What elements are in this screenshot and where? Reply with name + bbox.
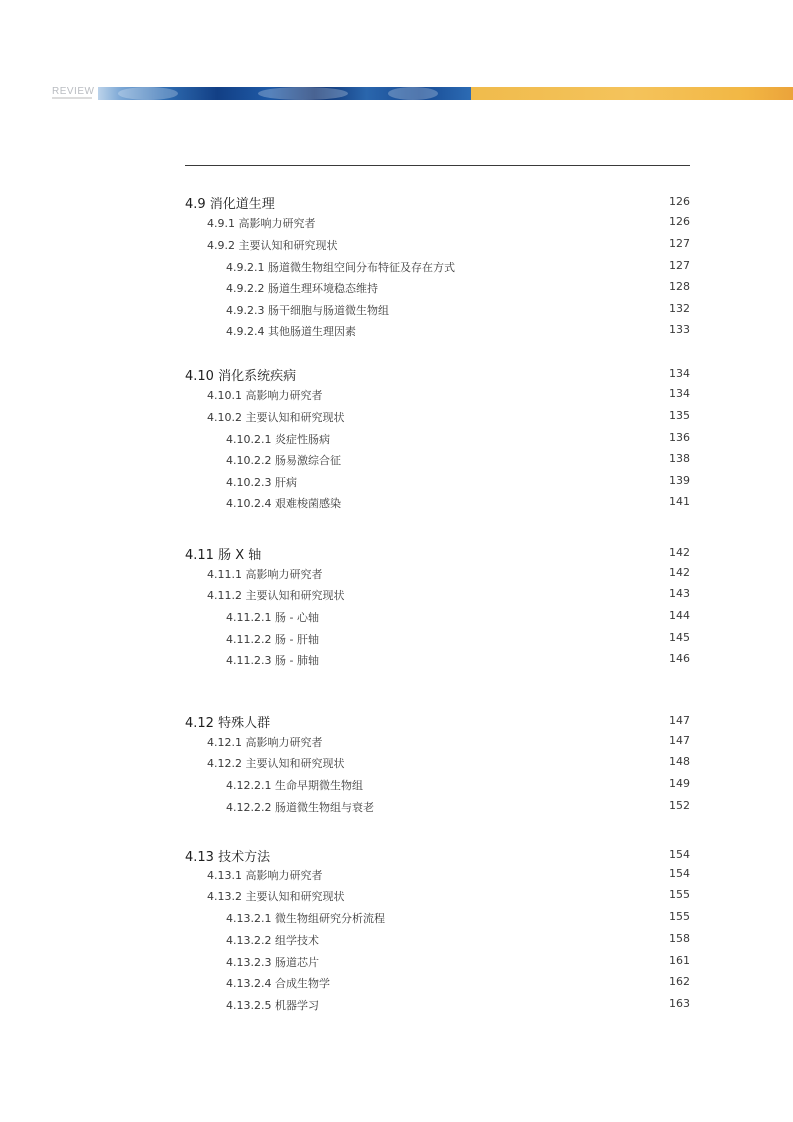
toc-page-number: 142: [669, 546, 690, 559]
toc-entry-label: 4.10.2 主要认知和研究现状: [207, 411, 345, 424]
toc-entry-label: 4.13.2.1 微生物组研究分析流程: [226, 912, 385, 925]
toc-page-number: 132: [669, 302, 690, 315]
toc-page-number: 149: [669, 777, 690, 790]
toc-entry-label: 4.12.2 主要认知和研究现状: [207, 757, 345, 770]
toc-page-number: 138: [669, 452, 690, 465]
toc-entry[interactable]: [0, 652, 793, 670]
toc-entry-label: 4.9.2.4 其他肠道生理因素: [226, 325, 356, 338]
header-gold-band: [471, 87, 793, 100]
toc-entry[interactable]: [0, 609, 793, 627]
toc-page-number: 154: [669, 867, 690, 880]
toc-entry[interactable]: [0, 777, 793, 795]
toc-entry-label: 4.12.2.1 生命早期微生物组: [226, 779, 363, 792]
toc-entry[interactable]: [0, 474, 793, 492]
toc-entry[interactable]: [0, 302, 793, 320]
toc-entry[interactable]: [0, 259, 793, 277]
toc-page-number: 141: [669, 495, 690, 508]
toc-entry[interactable]: [0, 755, 793, 773]
top-rule: [185, 165, 690, 166]
toc-page-number: 163: [669, 997, 690, 1010]
toc-entry[interactable]: [0, 997, 793, 1015]
toc-section-title: 4.11 肠 X 轴: [185, 548, 262, 563]
toc-entry-label: 4.13.2.3 肠道芯片: [226, 956, 319, 969]
toc-page-number: 128: [669, 280, 690, 293]
toc-entry[interactable]: [0, 888, 793, 906]
toc-entry-label: 4.11.2.2 肠 - 肝轴: [226, 633, 319, 646]
toc-section[interactable]: [0, 712, 793, 730]
toc-section[interactable]: [0, 193, 793, 211]
toc-entry[interactable]: [0, 215, 793, 233]
toc-section-title: 4.12 特殊人群: [185, 716, 271, 731]
toc-entry[interactable]: [0, 932, 793, 950]
toc-page-number: 135: [669, 409, 690, 422]
toc-page-number: 155: [669, 888, 690, 901]
toc-entry-label: 4.11.2.1 肠 - 心轴: [226, 611, 319, 624]
toc-entry[interactable]: [0, 237, 793, 255]
toc-section[interactable]: [0, 544, 793, 562]
toc-page-number: 136: [669, 431, 690, 444]
toc-page-number: 161: [669, 954, 690, 967]
toc-entry[interactable]: [0, 409, 793, 427]
toc-entry-label: 4.9.2 主要认知和研究现状: [207, 239, 338, 252]
toc-page-number: 139: [669, 474, 690, 487]
toc-entry[interactable]: [0, 954, 793, 972]
toc-entry-label: 4.12.1 高影响力研究者: [207, 736, 323, 749]
toc-page-number: 146: [669, 652, 690, 665]
toc-page-number: 155: [669, 910, 690, 923]
toc-entry-label: 4.13.2.5 机器学习: [226, 999, 319, 1012]
toc-page-number: 126: [669, 215, 690, 228]
toc-entry-label: 4.13.2 主要认知和研究现状: [207, 890, 345, 903]
toc-entry[interactable]: [0, 387, 793, 405]
toc-entry-label: 4.13.2.2 组学技术: [226, 934, 319, 947]
toc-entry-label: 4.11.2.3 肠 - 肺轴: [226, 654, 319, 667]
toc-entry-label: 4.10.2.4 艰难梭菌感染: [226, 497, 341, 510]
brand-underline: [52, 97, 92, 99]
toc-entry[interactable]: [0, 734, 793, 752]
toc-section-title: 4.9 消化道生理: [185, 197, 275, 212]
toc-page-number: 127: [669, 237, 690, 250]
toc-section-title: 4.13 技术方法: [185, 850, 271, 865]
toc-page-number: 154: [669, 848, 690, 861]
toc-entry[interactable]: [0, 323, 793, 341]
toc-page-number: 143: [669, 587, 690, 600]
toc-entry[interactable]: [0, 587, 793, 605]
toc-entry-label: 4.10.1 高影响力研究者: [207, 389, 323, 402]
toc-entry-label: 4.9.1 高影响力研究者: [207, 217, 316, 230]
toc-entry-label: 4.13.1 高影响力研究者: [207, 869, 323, 882]
toc-page-number: 162: [669, 975, 690, 988]
toc-entry[interactable]: [0, 566, 793, 584]
toc-entry-label: 4.10.2.1 炎症性肠病: [226, 433, 330, 446]
toc-entry[interactable]: [0, 452, 793, 470]
toc-page-number: 134: [669, 387, 690, 400]
toc-entry[interactable]: [0, 495, 793, 513]
toc-entry-label: 4.10.2.3 肝病: [226, 476, 297, 489]
toc-entry[interactable]: [0, 867, 793, 885]
toc-entry[interactable]: [0, 631, 793, 649]
toc-section[interactable]: [0, 846, 793, 864]
toc-page-number: 158: [669, 932, 690, 945]
toc-section[interactable]: [0, 365, 793, 383]
toc-entry[interactable]: [0, 975, 793, 993]
toc-entry-label: 4.11.2 主要认知和研究现状: [207, 589, 345, 602]
toc-page-number: 126: [669, 195, 690, 208]
toc-section-title: 4.10 消化系统疾病: [185, 369, 297, 384]
toc-entry-label: 4.12.2.2 肠道微生物组与衰老: [226, 801, 374, 814]
toc-entry-label: 4.10.2.2 肠易激综合征: [226, 454, 341, 467]
toc-entry[interactable]: [0, 431, 793, 449]
toc-page-number: 145: [669, 631, 690, 644]
toc-page-number: 144: [669, 609, 690, 622]
toc-entry-label: 4.13.2.4 合成生物学: [226, 977, 330, 990]
toc-page-number: 134: [669, 367, 690, 380]
toc-entry[interactable]: [0, 799, 793, 817]
toc-entry[interactable]: [0, 280, 793, 298]
toc-page-number: 147: [669, 714, 690, 727]
toc-page-number: 148: [669, 755, 690, 768]
toc-page-number: 142: [669, 566, 690, 579]
toc-entry-label: 4.9.2.2 肠道生理环境稳态维持: [226, 282, 378, 295]
toc-page-number: 147: [669, 734, 690, 747]
toc-page-number: 152: [669, 799, 690, 812]
toc-entry-label: 4.9.2.1 肠道微生物组空间分布特征及存在方式: [226, 261, 455, 274]
toc-entry-label: 4.9.2.3 肠干细胞与肠道微生物组: [226, 304, 389, 317]
toc-entry[interactable]: [0, 910, 793, 928]
toc-entry-label: 4.11.1 高影响力研究者: [207, 568, 323, 581]
brand-text: REVIEW: [52, 86, 95, 97]
toc-page-number: 133: [669, 323, 690, 336]
toc-page-number: 127: [669, 259, 690, 272]
header-blue-band: [98, 87, 471, 100]
